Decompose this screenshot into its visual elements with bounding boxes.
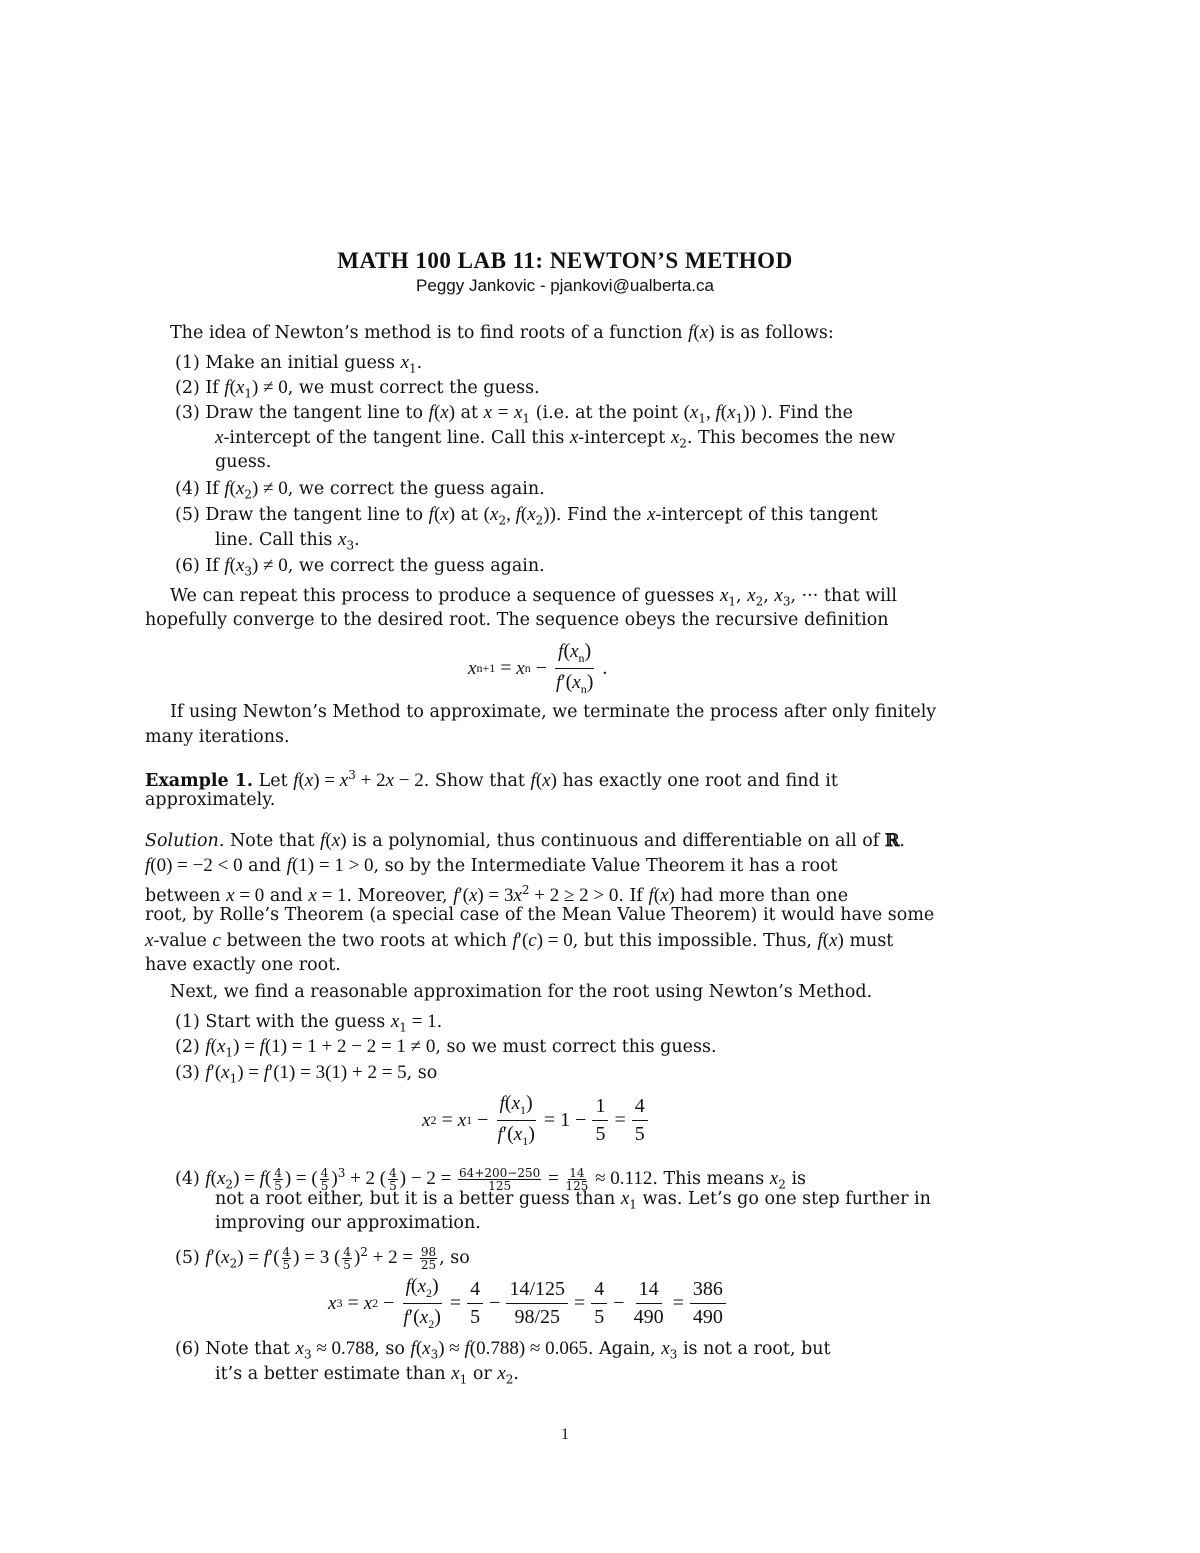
repeat-line-2: hopefully converge to the desired root. The sequence obeys the recursive definition: [145, 610, 889, 630]
example-1-line-2: approximately.: [145, 790, 276, 810]
step-4: (4) If $f(x_2) \ne 0$, we correct the guess again.: [175, 478, 545, 502]
finite-line-2: many iterations.: [145, 727, 290, 747]
step-3: (3) Draw the tangent line to f(x) at $x = x_1$ (i.e. at the point ($x_1$, $f(x_1)$) ). Find the: [175, 402, 853, 426]
page-number: 1: [561, 1426, 569, 1443]
step-5-line-2: line. Call this $x_3$.: [215, 529, 360, 553]
newton-step-2: (2) $f(x_1) = f(1) = 1 + 2 - 2 = 1 \ne 0$, so we must correct this guess.: [175, 1036, 717, 1060]
step-6: (6) If $f(x_3) \ne 0$, we correct the guess again.: [175, 555, 545, 579]
newton-step-6-line-2: it’s a better estimate than $x_1$ or $x_2$.: [215, 1363, 519, 1387]
newton-step-1: (1) Start with the guess $x_1 = 1$.: [175, 1011, 443, 1035]
x3-equation: x 3 = x 2 − $\frac{f(x_2)}{f'(x_2)}$ = $\frac{4}{5}$ − $\frac{14/125}{98/25}$ = $\frac{4}{5}$ − $\frac{14}{490}$ = $\frac{386}{490}$: [328, 1275, 732, 1332]
newton-step-4-line-3: improving our approximation.: [215, 1213, 481, 1233]
solution-next: Next, we find a reasonable approximation for the root using Newton’s Method.: [170, 982, 873, 1002]
solution-line-2: f(0) = −2 < 0 and f(1) = 1 > 0, so by the Intermediate Value Theorem it has a root: [145, 855, 838, 876]
solution-line-6: have exactly one root.: [145, 955, 341, 975]
solution-line-5: x-value c between the two roots at which f′(c) = 0, but this impossible. Thus, f(x) must: [145, 930, 894, 951]
author-line: Peggy Jankovic - pjankovi@ualberta.ca: [416, 276, 714, 295]
step-2: (2) If $f(x_1) \ne 0$, we must correct the guess.: [175, 377, 540, 401]
solution-line-1: Solution. Note that f(x) is a polynomial, thus continuous and differentiable on all of ℝ.: [145, 830, 905, 851]
step-5: (5) Draw the tangent line to f(x) at ($x_2$, $f(x_2)$). Find the x-intercept of this tangent: [175, 504, 878, 528]
newton-step-3: (3) $f'(x_1) = f'(1) = 3(1) + 2 = 5$, so: [175, 1062, 438, 1086]
repeat-line-1: We can repeat this process to produce a sequence of guesses $x_1$, $x_2$, $x_3$, ··· that will: [170, 585, 897, 609]
intro-paragraph: The idea of Newton’s method is to find roots of a function f(x) is as follows:: [170, 322, 834, 343]
newton-step-4-line-2: not a root either, but it is a better guess than $x_1$ was. Let’s go one step further in: [215, 1188, 931, 1212]
newton-step-4: (4) $f(x_2) = f$( $\frac{4}{5}$ ) = ( $\frac{4}{5}$ )$^3$ + 2 ( $\frac{4}{5}$ ) − 2 = $\frac{64+200-250}{125}$ = $\frac{14}{125}$ ≈ 0.112. This means $x_2$ is: [175, 1165, 807, 1193]
example-1: Example 1. Let $f(x) = x^3 + 2x - 2$. Show that f(x) has exactly one root and find it: [145, 768, 838, 791]
step-3-line-2: x-intercept of the tangent line. Call this x-intercept $x_2$. This becomes the new: [215, 427, 896, 451]
newton-step-6: (6) Note that $x_3 \approx 0.788$, so $f(x_3) \approx f(0.788) \approx 0.065$. Again, $x_3$ is not a root, but: [175, 1338, 831, 1362]
step-1: (1) Make an initial guess $x_1$.: [175, 352, 423, 376]
page-title: MATH 100 LAB 11: NEWTON’S METHOD: [337, 248, 793, 273]
solution-line-4: root, by Rolle’s Theorem (a special case of the Mean Value Theorem) it would have some: [145, 905, 935, 925]
finite-line-1: If using Newton’s Method to approximate, we terminate the process after only finitely: [170, 702, 937, 722]
solution-line-3: between x = 0 and x = 1. Moreover, $f'(x) = 3x^2 + 2 \ge 2 > 0$. If f(x) had more than one: [145, 883, 849, 906]
newton-step-5: (5) $f'(x_2) = f'$( $\frac{4}{5}$ ) = 3 ( $\frac{4}{5}$ )$^2$ + 2 = $\frac{98}{25}$ , so: [175, 1244, 470, 1272]
newton-formula: x n+1 = x n − $\frac{f(x_n)}{f'(x_n)}$ .: [468, 640, 608, 696]
step-3-line-3: guess.: [215, 452, 272, 472]
x2-equation: x 2 = x 1 − $\frac{f(x_1)}{f'(x_1)}$ = 1 − $\frac{1}{5}$ = $\frac{4}{5}$: [422, 1092, 654, 1149]
